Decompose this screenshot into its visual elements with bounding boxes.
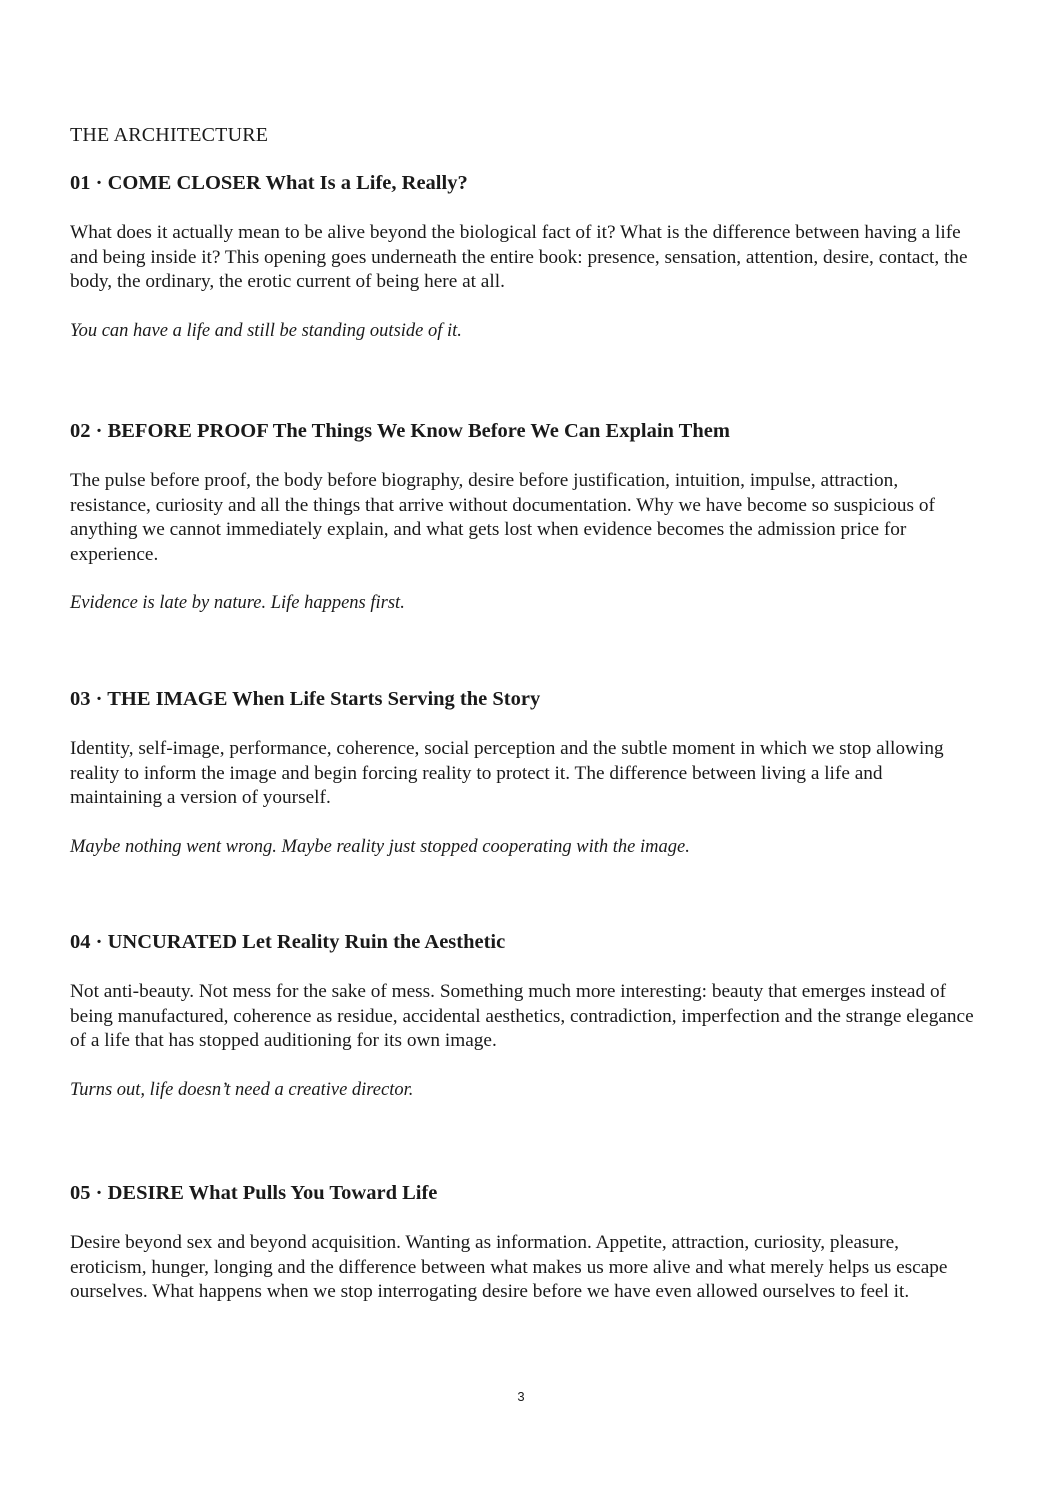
section-heading: 02 · BEFORE PROOF The Things We Know Before We Can Explain Them: [70, 420, 730, 442]
section-heading: 03 · THE IMAGE When Life Starts Serving the Story: [70, 688, 541, 710]
section-heading: 04 · UNCURATED Let Reality Ruin the Aesthetic: [70, 931, 506, 953]
document-title: THE ARCHITECTURE: [70, 124, 269, 146]
section-body: Identity, self-image, performance, coherence, social perception and the subtle moment in which we stop allowing reality to inform the image and begin forcing reality to protect it. The difference between living a life and maintaining a version of yourself.: [70, 738, 944, 808]
section-04: [70, 930, 975, 1102]
section-quote: Maybe nothing went wrong. Maybe reality just stopped cooperating with the image.: [70, 836, 690, 857]
section-body: Desire beyond sex and beyond acquisition. Wanting as information. Appetite, attraction, curiosity, pleasure, eroticism, hunger, longing and the difference between what makes us more alive and what merely helps us escape ourselves. What happens when we stop interrogating desire before we have even allowed ourselves to feel it.: [70, 1232, 948, 1302]
section-01: [70, 171, 975, 343]
section-05: [70, 1181, 975, 1305]
section-03: [70, 687, 975, 859]
section-quote: You can have a life and still be standing outside of it.: [70, 320, 462, 341]
section-heading: 01 · COME CLOSER What Is a Life, Really?: [70, 172, 468, 194]
section-quote: Turns out, life doesn’t need a creative director.: [70, 1079, 414, 1100]
page-number: 3: [517, 1389, 525, 1404]
section-quote: Evidence is late by nature. Life happens first.: [70, 593, 405, 613]
section-body: Not anti-beauty. Not mess for the sake of mess. Something much more interesting: beauty that emerges instead of being manufactured, coherence as residue, accidental aesthetics, contradiction, imperfection and the strange elegance of a life that has stopped auditioning for its own image.: [70, 981, 974, 1051]
section-body: The pulse before proof, the body before biography, desire before justification, intuition, impulse, attraction, resistance, curiosity and all the things that arrive without documentation. Why we have become so suspicious of anything we cannot immediately explain, and what gets lost when evidence becomes the admission price for experience.: [70, 470, 935, 565]
section-body: What does it actually mean to be alive beyond the biological fact of it? What is the difference between having a life and being inside it? This opening goes underneath the entire book: presence, sensation, attention, desire, contact, the body, the ordinary, the erotic current of being here at all.: [70, 222, 968, 292]
section-02: [70, 419, 975, 615]
section-heading: 05 · DESIRE What Pulls You Toward Life: [70, 1182, 438, 1204]
